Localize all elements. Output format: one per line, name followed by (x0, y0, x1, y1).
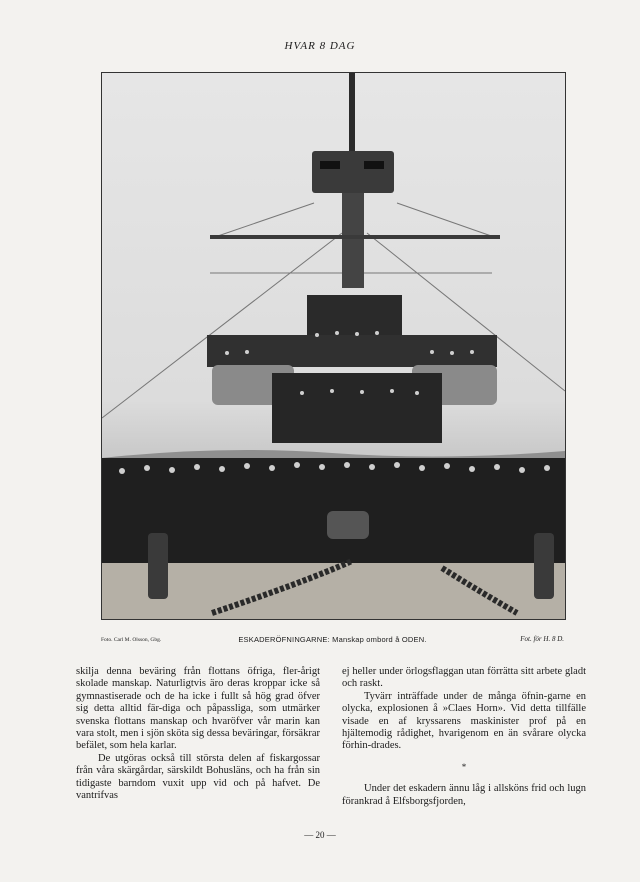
ship-crew-photograph (101, 72, 566, 620)
article-column-right (342, 666, 586, 808)
paragraph: De utgöras också till största delen af fiskargossar från våra skärgårdar, särskildt Bohusläns, och ha från sin tidigaste barndom vuxit upp vid och på hafvet. De vantrifvas (76, 752, 320, 802)
paragraph: ej heller under örlogsflaggan utan förrätta sitt arbete gladt och raskt. (342, 666, 586, 690)
yard (210, 235, 500, 239)
paragraph: Under det eskadern ännu låg i allsköns frid och lugn förankrad å Elfsborgsfjorden, (342, 783, 586, 807)
photo-source: Fot. för H. 8 D. (520, 635, 564, 643)
upper-deck-crew (207, 335, 497, 367)
section-separator: * (461, 761, 467, 772)
topmast (349, 73, 355, 153)
mast (342, 193, 364, 288)
superstructure-crew (272, 373, 442, 443)
photo-caption (101, 635, 564, 647)
ship-illustration (102, 73, 565, 619)
bollard-left (148, 533, 168, 599)
running-header: HVAR 8 DAG (284, 40, 356, 52)
fighting-top (312, 151, 394, 193)
article-column-left (76, 666, 320, 802)
bollard-right (534, 533, 554, 599)
paragraph: skilja denna beväring från flottans öfriga, fler-årigt skolade manskap. Naturligtvis äro deras kroppar icke så gymnastiserade och de ha icke i fullt så hög grad öfver sig detta alltid fär-diga och påpassliga, som utmärker svenska flottans manskap och hvaröfver vår marin kan vara stolt, men i sjön sköta sig dessa beväringar, försäkrar befälet, som hela karlar. (76, 666, 320, 752)
main-crew-group (102, 458, 565, 563)
bridge-crew (307, 295, 402, 337)
caption-title: ESKADERÖFNINGARNE: Manskap ombord å ODEN. (238, 635, 427, 644)
capstan (327, 511, 369, 539)
page-number: — 20 — (304, 830, 336, 840)
photo-credit: Foto. Carl M. Olsson, Gbg. (101, 637, 162, 643)
paragraph: Tyvärr inträffade under de många öfnin-garne en olycka, explosionen å »Claes Horn». Vid detta tillfälle visade en af kryssarens maskinister prof på en hjältemodig rådighet, hvarigenom en än svårare olycka förhin-drades. (342, 690, 586, 752)
